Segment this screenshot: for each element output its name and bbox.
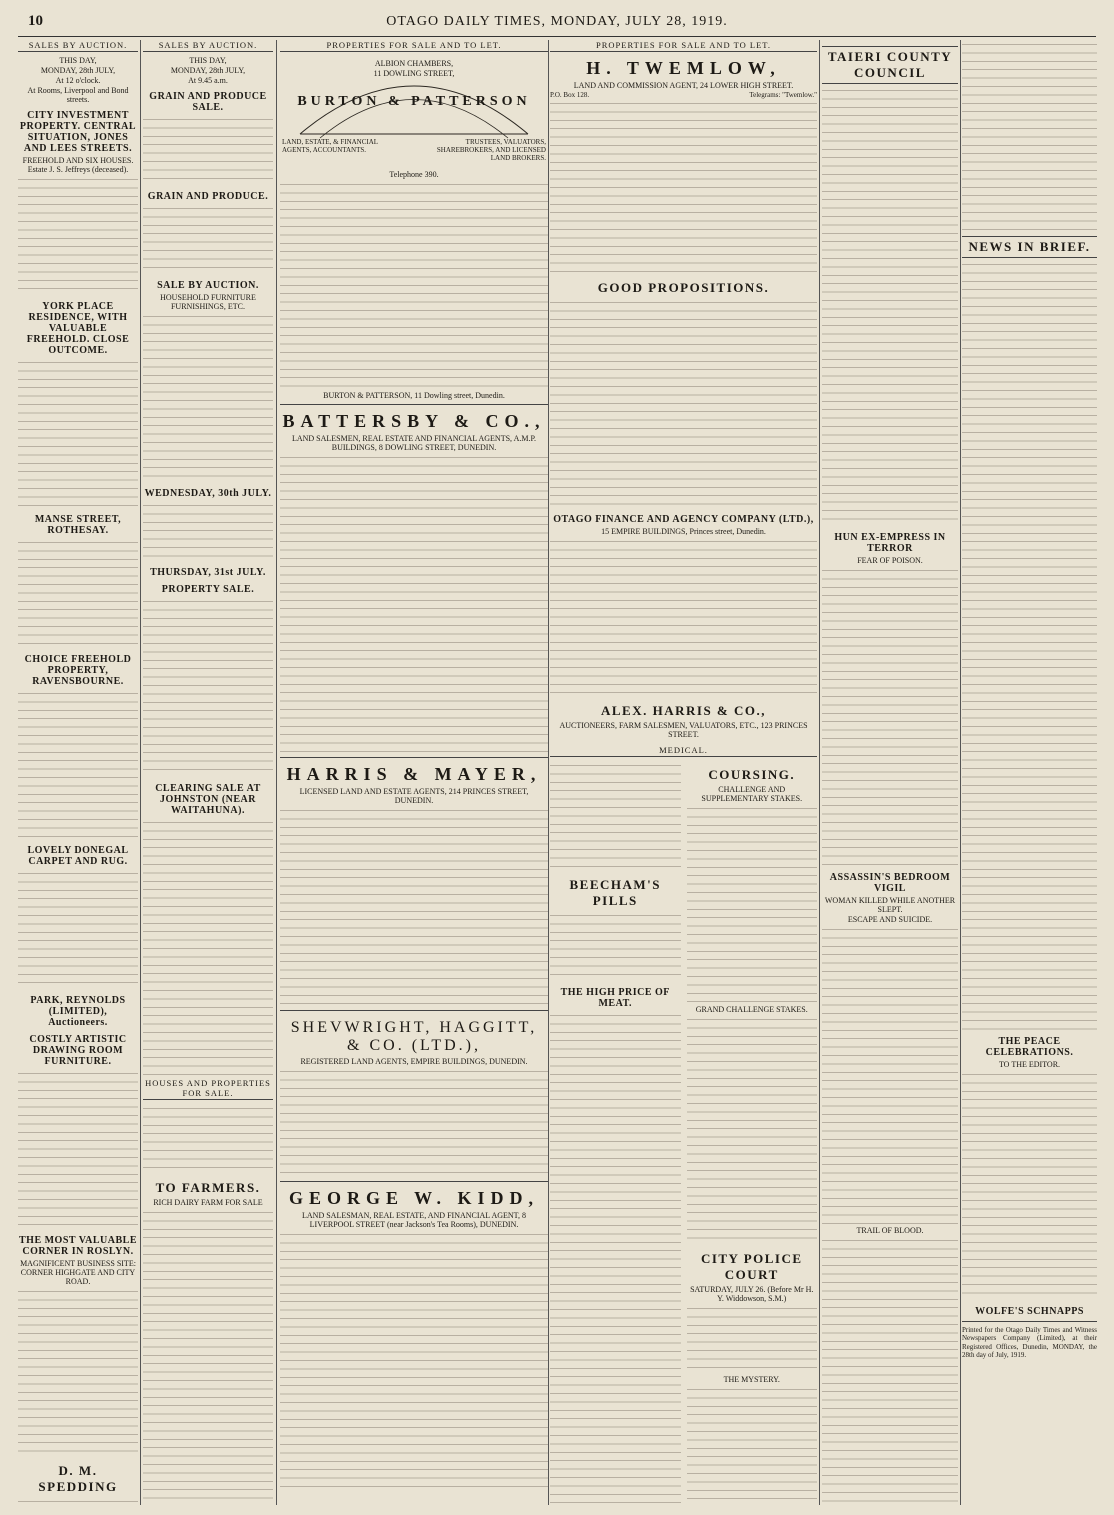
column-properties-1 xyxy=(280,40,548,1505)
page-header xyxy=(18,10,1096,37)
article-subheading: TO THE EDITOR. xyxy=(998,1060,1061,1069)
section-heading: PROPERTIES FOR SALE AND TO LET. xyxy=(280,40,548,52)
column-sales-1 xyxy=(18,40,138,1505)
ad-body-text xyxy=(143,204,273,274)
ad-heading: PROPERTY SALE. xyxy=(161,584,255,595)
ad-body-text xyxy=(143,1104,273,1174)
logo-left-text: LAND, ESTATE, & FINANCIAL AGENTS, ACCOUNTANTS. xyxy=(282,138,378,154)
telegrams: Telegrams: "Twemlow." xyxy=(749,91,817,99)
ad-date: MONDAY, 28th JULY, xyxy=(170,66,246,75)
listing-text xyxy=(280,180,548,390)
article-text xyxy=(822,566,958,866)
divider xyxy=(962,1321,1097,1322)
article-text xyxy=(962,260,1097,1030)
article-subheading: CHALLENGE AND SUPPLEMENTARY STAKES. xyxy=(701,785,803,803)
ad-subheading: HOUSEHOLD FURNITURE FURNISHINGS, ETC. xyxy=(160,293,256,311)
firm-subtitle: AUCTIONEERS, FARM SALESMEN, VALUATORS, ETC., 123 PRINCES STREET. xyxy=(559,721,808,739)
ad-body-text xyxy=(143,818,273,1078)
ad-heading: LOVELY DONEGAL CARPET AND RUG. xyxy=(27,845,129,867)
firm-subtitle: REGISTERED LAND AGENTS, EMPIRE BUILDINGS, DUNEDIN. xyxy=(300,1057,528,1066)
firm-name: ALEX. HARRIS & CO., xyxy=(600,703,766,718)
ad-day: THIS DAY, xyxy=(189,56,227,65)
ad-heading: SALE BY AUCTION. xyxy=(157,280,259,291)
coursing-column xyxy=(687,761,818,1505)
ad-heading: WEDNESDAY, 30th JULY. xyxy=(144,488,272,499)
firm-contact xyxy=(550,91,817,99)
ad-body-text xyxy=(18,689,138,839)
ad-body-text xyxy=(18,869,138,989)
column-sales-2 xyxy=(143,40,273,1505)
firm-subtitle: 15 EMPIRE BUILDINGS, Princes street, Dunedin. xyxy=(601,527,766,536)
divider xyxy=(280,404,548,405)
ad-heading: CITY INVESTMENT PROPERTY. CENTRAL SITUATION, JONES AND LEES STREETS. xyxy=(19,110,137,154)
ad-heading: MANSE STREET, ROTHESAY. xyxy=(34,514,122,536)
logo-street: 11 DOWLING STREET, xyxy=(373,69,455,78)
firm-name: GEORGE W. KIDD, xyxy=(288,1188,540,1208)
section-heading: PROPERTIES FOR SALE AND TO LET. xyxy=(550,40,817,52)
firm-name: HARRIS & MAYER, xyxy=(286,764,542,784)
ad-heading: WOLFE'S SCHNAPPS xyxy=(975,1306,1084,1317)
ad-body-text xyxy=(143,115,273,185)
article-subheading: WOMAN KILLED WHILE ANOTHER SLEPT. xyxy=(824,896,956,914)
article-text xyxy=(687,1015,818,1245)
firm-name: OTAGO FINANCE AND AGENCY COMPANY (LTD.), xyxy=(553,514,814,525)
listing-text xyxy=(550,537,817,697)
column-rule xyxy=(819,40,820,1505)
article-text xyxy=(822,1236,958,1505)
article-text xyxy=(962,40,1097,230)
ad-body-text xyxy=(18,1497,138,1505)
ad-heading: COSTLY ARTISTIC DRAWING ROOM FURNITURE. xyxy=(29,1034,127,1067)
ad-body-text xyxy=(550,761,681,871)
ad-heading: BEECHAM'S PILLS xyxy=(569,877,661,908)
ad-heading: D. M. SPEDDING xyxy=(38,1463,118,1494)
article-heading: THE PEACE CELEBRATIONS. xyxy=(985,1036,1074,1058)
article-heading: NEWS IN BRIEF. xyxy=(962,236,1097,258)
ad-body-text xyxy=(143,312,273,482)
two-column-block xyxy=(550,761,817,1505)
firm-footer: BURTON & PATTERSON, 11 Dowling street, Dunedin. xyxy=(323,391,505,400)
listing-text xyxy=(280,1067,548,1177)
divider xyxy=(280,757,548,758)
masthead: OTAGO DAILY TIMES, MONDAY, JULY 28, 1919. xyxy=(386,14,728,29)
firm-name: BATTERSBY & CO., xyxy=(282,411,546,431)
ad-subheading: RICH DAIRY FARM FOR SALE xyxy=(153,1198,263,1207)
article-subheading: SATURDAY, JULY 26. (Before Mr H. Y. Widdowson, S.M.) xyxy=(690,1285,814,1303)
ad-body-text xyxy=(18,1069,138,1229)
imprint: Printed for the Otago Daily Times and Witness Newspapers Company (Limited), at their Registered Offices, Dunedin, MONDAY, the 28th day of July, 1919. xyxy=(962,1326,1097,1360)
divider xyxy=(280,1181,548,1182)
ad-heading: GOOD PROPOSITIONS. xyxy=(597,280,770,295)
article-subheading: THE MYSTERY. xyxy=(723,1375,780,1384)
ad-heading: CLEARING SALE AT JOHNSTON (NEAR WAITAHUNA). xyxy=(155,783,261,816)
ad-heading: YORK PLACE RESIDENCE, WITH VALUABLE FREEHOLD. CLOSE OUTCOME. xyxy=(26,301,130,356)
ad-body-text xyxy=(550,911,681,981)
ad-place: At Rooms, Liverpool and Bond streets. xyxy=(27,86,129,104)
ad-body-text xyxy=(18,175,138,295)
firm-subtitle: LICENSED LAND AND ESTATE AGENTS, 214 PRINCES STREET, DUNEDIN. xyxy=(299,787,529,805)
ad-day: THIS DAY, xyxy=(59,56,97,65)
article-heading: THE HIGH PRICE OF MEAT. xyxy=(560,987,670,1009)
column-news-2 xyxy=(962,40,1097,1505)
article-subheading: GRAND CHALLENGE STAKES. xyxy=(695,1005,808,1014)
article-text xyxy=(687,804,818,1004)
ad-body-text xyxy=(143,1208,273,1505)
article-heading: COURSING. xyxy=(708,767,796,782)
article-text xyxy=(822,86,958,526)
ad-body-text xyxy=(18,1287,138,1457)
ad-heading: GRAIN AND PRODUCE. xyxy=(147,191,269,202)
logo-address: ALBION CHAMBERS, xyxy=(374,59,454,68)
burton-patterson-logo xyxy=(280,56,548,166)
ad-heading: PARK, REYNOLDS (LIMITED), Auctioneers. xyxy=(30,995,126,1028)
article-text xyxy=(550,1011,681,1505)
section-heading: SALES BY AUCTION. xyxy=(143,40,273,52)
section-heading: SALES BY AUCTION. xyxy=(18,40,138,52)
section-heading: MEDICAL. xyxy=(550,745,817,757)
column-properties-2 xyxy=(550,40,817,1505)
listing-text xyxy=(550,99,817,274)
ad-body-text xyxy=(18,538,138,648)
column-rule xyxy=(140,40,141,1505)
column-rule xyxy=(548,40,549,1505)
article-subheading: ESCAPE AND SUICIDE. xyxy=(847,915,933,924)
ad-heading: THURSDAY, 31st JULY. xyxy=(150,567,266,578)
logo-right-text: TRUSTEES, VALUATORS, SHAREBROKERS, AND LICENSED LAND BROKERS. xyxy=(436,138,546,162)
article-text xyxy=(687,1385,818,1505)
ad-heading: THE MOST VALUABLE CORNER IN ROSLYN. xyxy=(19,1235,137,1257)
firm-subtitle: LAND AND COMMISSION AGENT, 24 LOWER HIGH STREET. xyxy=(573,81,794,90)
firm-name: H. TWEMLOW, xyxy=(586,58,781,78)
article-heading: ASSASSIN'S BEDROOM VIGIL xyxy=(829,872,951,894)
ad-body-text xyxy=(143,501,273,561)
ad-date: MONDAY, 28th JULY, xyxy=(40,66,116,75)
column-news-1 xyxy=(822,40,958,1505)
listing-text xyxy=(550,298,817,508)
listing-text xyxy=(280,1230,548,1490)
firm-subtitle: LAND SALESMAN, REAL ESTATE, AND FINANCIAL AGENT, 8 LIVERPOOL STREET (near Jackson's Tea Rooms), DUNEDIN. xyxy=(302,1211,526,1229)
article-subheading: TRAIL OF BLOOD. xyxy=(856,1226,924,1235)
column-rule xyxy=(276,40,277,1505)
article-text xyxy=(962,1070,1097,1300)
ad-subheading: FREEHOLD AND SIX HOUSES. Estate J. S. Jeffreys (deceased). xyxy=(22,156,134,174)
divider xyxy=(280,1010,548,1011)
article-text xyxy=(687,1304,818,1374)
article-subheading: FEAR OF POISON. xyxy=(857,556,923,565)
firm-subtitle: LAND SALESMEN, REAL ESTATE AND FINANCIAL AGENTS, A.M.P. BUILDINGS, 8 DOWLING STREET, DUNEDIN. xyxy=(291,434,537,452)
firm-name: SHEVWRIGHT, HAGGITT, & CO. (LTD.), xyxy=(290,1019,538,1054)
ad-heading: GRAIN AND PRODUCE SALE. xyxy=(149,91,267,113)
article-heading: HUN EX-EMPRESS IN TERROR xyxy=(834,532,946,554)
logo-phone: Telephone 390. xyxy=(389,170,439,179)
section-heading: HOUSES AND PROPERTIES FOR SALE. xyxy=(143,1078,273,1100)
ad-heading: CHOICE FREEHOLD PROPERTY, RAVENSBOURNE. xyxy=(24,654,132,687)
ad-time: At 12 o'clock. xyxy=(55,76,101,85)
logo-firm-name: BURTON & PATTERSON xyxy=(297,94,531,109)
listing-text xyxy=(280,453,548,753)
ad-subheading: MAGNIFICENT BUSINESS SITE: CORNER HIGHGATE AND CITY ROAD. xyxy=(20,1259,136,1286)
ad-heading: TO FARMERS. xyxy=(155,1180,261,1195)
article-heading: TAIERI COUNTY COUNCIL xyxy=(822,46,958,84)
article-text xyxy=(822,925,958,1225)
page-number: 10 xyxy=(28,13,43,29)
ad-time: At 9.45 a.m. xyxy=(188,76,228,85)
ad-body-text xyxy=(18,358,138,508)
po-box: P.O. Box 128. xyxy=(550,91,590,99)
listing-text xyxy=(280,806,548,1006)
medical-column xyxy=(550,761,681,1505)
column-rule xyxy=(960,40,961,1505)
article-heading: CITY POLICE COURT xyxy=(700,1251,803,1282)
ad-body-text xyxy=(143,597,273,777)
